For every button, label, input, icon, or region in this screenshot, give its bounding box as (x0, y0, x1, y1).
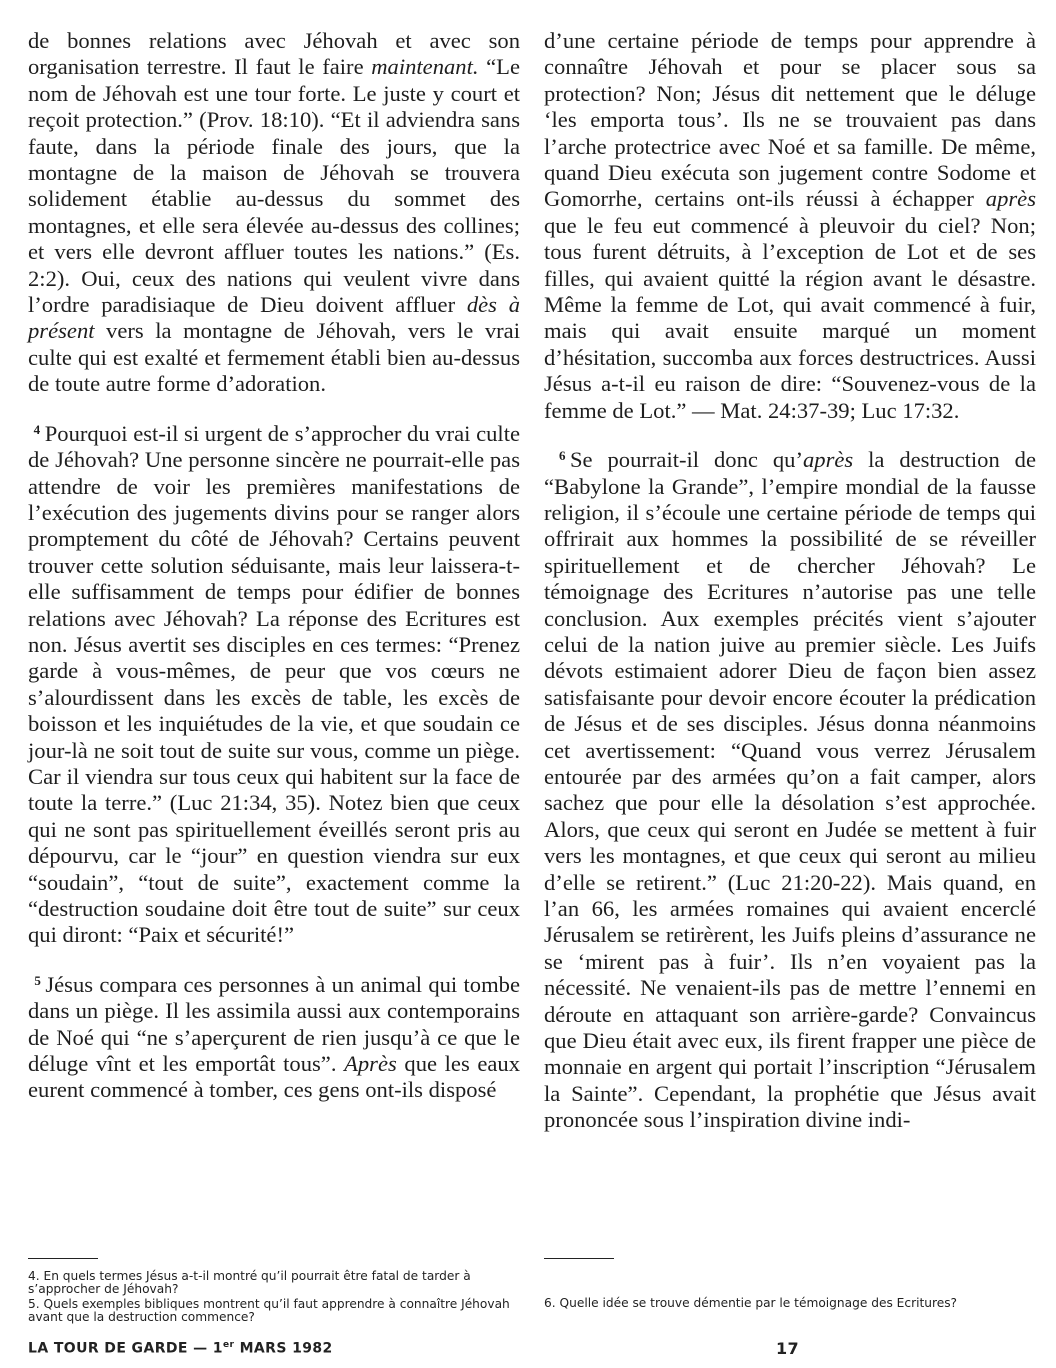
paragraph-3-end (28, 28, 520, 398)
text-run: “Le nom de Jéhovah est une tour forte. Le juste y court et reçoit protection.” (Prov. 18:10). “Et il adviendra sans faute, dans la période finale des jours, que la montagne de la maison de Jéhovah se trouvera solidement établie au-dessus du sommet des montagnes, et elle sera élevée au-dessus des collines; et vers elle devront affluer toutes les nations.” (Es. 2:2). Oui, ceux des nations qui veulent vivre dans l’ordre paradisiaque de Dieu doivent affluer (28, 54, 520, 318)
footnote-divider (28, 1258, 98, 1259)
text-run: Pourquoi est-il si urgent de s’approcher du vrai culte de Jéhovah? Une personne sincère ne pourrait-elle pas attendre de voir les premières manifestations de l’exécution des jugements divins pour se ranger alors promptement du côté de Jéhovah? Certains peuvent trouver cette solution séduisante, mais leur laissera-t-elle suffisamment de temps pour édifier de bonnes relations avec Jéhovah? La réponse des Ecritures est non. Jésus avertit ses disciples en ces termes: “Prenez garde à vous-mêmes, de peur que vos cœurs ne s’alourdissent dans les excès de table, les excès de boisson et les inquiétudes de la vie, et que soudain ce jour-là ne soit tout de suite sur vous, comme un piège. Car il viendra sur tous ceux qui habitent sur la face de toute la terre.” (Luc 21:34, 35). Notez bien que ceux qui ne sont pas spirituellement éveillés seront pris au dépourvu, car le “jour” en question viendra sur eux “soudain”, “tout de suite”, exactement comme la “destruction soudaine doit être tout de suite” sur ceux qui diront: “Paix et sécurité!” (28, 420, 520, 948)
text-run: de bonnes relations avec Jéhovah et avec son organisation terrestre. Il faut le faire (28, 28, 520, 80)
paragraph-number: 4 (33, 421, 41, 437)
footnote-divider (544, 1258, 614, 1259)
magazine-title: LA TOUR DE GARDE — 1 (28, 1340, 223, 1357)
left-column (28, 28, 520, 1104)
text-run: Se pourrait-il donc qu’ (569, 447, 803, 473)
text-run: la destruction de “Babylone la Grande”, l’empire mondial de la fausse religion, il s’écoule une certaine période de temps qui offrirait aux hommes la possibilité de se réveiller spirituellement et de chercher Jéhovah? Le témoignage des Ecritures n’autorise pas une telle conclusion. Aux exemples précités vient s’ajouter celui de la nation juive au premier siècle. Les Juifs dévots estimaient adorer Dieu de façon bien assez satisfaisante pour devoir encore écouter la prédication de Jésus et de ses disciples. Jésus donna néanmoins cet avertissement: “Quand vous verrez Jérusalem entourée par des armées qu’on a fait camper, alors sachez que pour elle la désolation s’est approchée. Alors, que ceux qui seront en Judée se mettent à fuir vers les montagnes, et que ceux qui seront au milieu d’elle se retirent.” (Luc 21:20-22). Mais quand, en l’an 66, les armées romaines qui avaient encerclé Jérusalem se retirèrent, les Juifs pleins d’assurance ne se ‘mirent pas à fuir’. Ils n’en voyaient pas la nécessité. Ne venaient-ils pas de mettre l’ennemi en déroute en attaquant son arrière-garde? Convaincus que Dieu était avec eux, ils firent frapper une pièce de monnaie en argent qui portait l’inscription “Jérusalem la Sainte”. Cependant, la prophétie que Jésus avait prononcée sous l’inspiration divine indi- (544, 447, 1037, 1133)
emphasis: maintenant. (371, 54, 479, 80)
emphasis: dès à présent (28, 292, 520, 344)
text-run: que le feu eut commencé à pleuvoir du ciel? Non; tous furent détruits, à l’exception de Lot et de ses filles, qui avaient quitté la région avant le désastre. Même la femme de Lot, qui avait commencé à fuir, mais qui avait ensuite marqué un moment d’hésitation, succomba aux forces destructrices. Aussi Jésus a-t-il eu raison de dire: “Souvenez-vous de la femme de Lot.” — Mat. 24:37-39; Luc 17:32. (544, 212, 1036, 423)
text-run: vers la montagne de Jéhovah, vers le vrai culte qui est exalté et fermement établi bien au-dessus de toute autre forme d’adoration. (28, 318, 520, 397)
paragraph-number: 5 (34, 972, 41, 988)
issue-date: MARS 1982 (234, 1340, 333, 1357)
text-run: d’une certaine période de temps pour apprendre à connaître Jéhovah et pour se placer sous sa protection? Non; Jésus dit nettement que le déluge ‘les emporta tous’. Ils ne se trouvaient pas dans l’arche protectrice avec Noé et sa famille. De même, quand Dieu exécuta son jugement contre Sodome et Gomorrhe, certains ont-ils réussi à échapper (544, 28, 1036, 212)
paragraph-number: 6 (558, 448, 566, 464)
emphasis: après (985, 186, 1036, 212)
emphasis: Après (344, 1051, 397, 1077)
paragraph-4 (28, 417, 520, 949)
paragraph-5 (28, 968, 520, 1104)
page-number: 17 (776, 1339, 800, 1358)
text-run: que les eaux eurent commencé à tomber, ces gens ont-ils disposé (28, 1051, 520, 1103)
text-run: Jésus compara ces personnes à un animal qui tombe dans un piège. Il les assimila aussi aux contemporains de Noé qui “ne s’aperçurent de rien jusqu’à ce que le déluge vînt et les emportât tous”. (28, 971, 520, 1077)
paragraph-5-end (544, 28, 1036, 424)
footnote-question-5: 5. Quels exemples bibliques montrent qu’il faut apprendre à connaître Jéhovah avant que la destruction commence? (28, 1297, 510, 1325)
ordinal-suffix: er (222, 1340, 235, 1350)
running-footer (28, 1340, 333, 1357)
paragraph-6 (544, 443, 1036, 1134)
emphasis: après (802, 447, 854, 473)
right-column (544, 28, 1036, 1134)
footnote-question-4: 4. En quels termes Jésus a-t-il montré qu’il pourrait être fatal de tarder à s’approcher de Jéhovah? (28, 1269, 471, 1297)
footnote-question-6: 6. Quelle idée se trouve démentie par le témoignage des Ecritures? (544, 1296, 958, 1310)
